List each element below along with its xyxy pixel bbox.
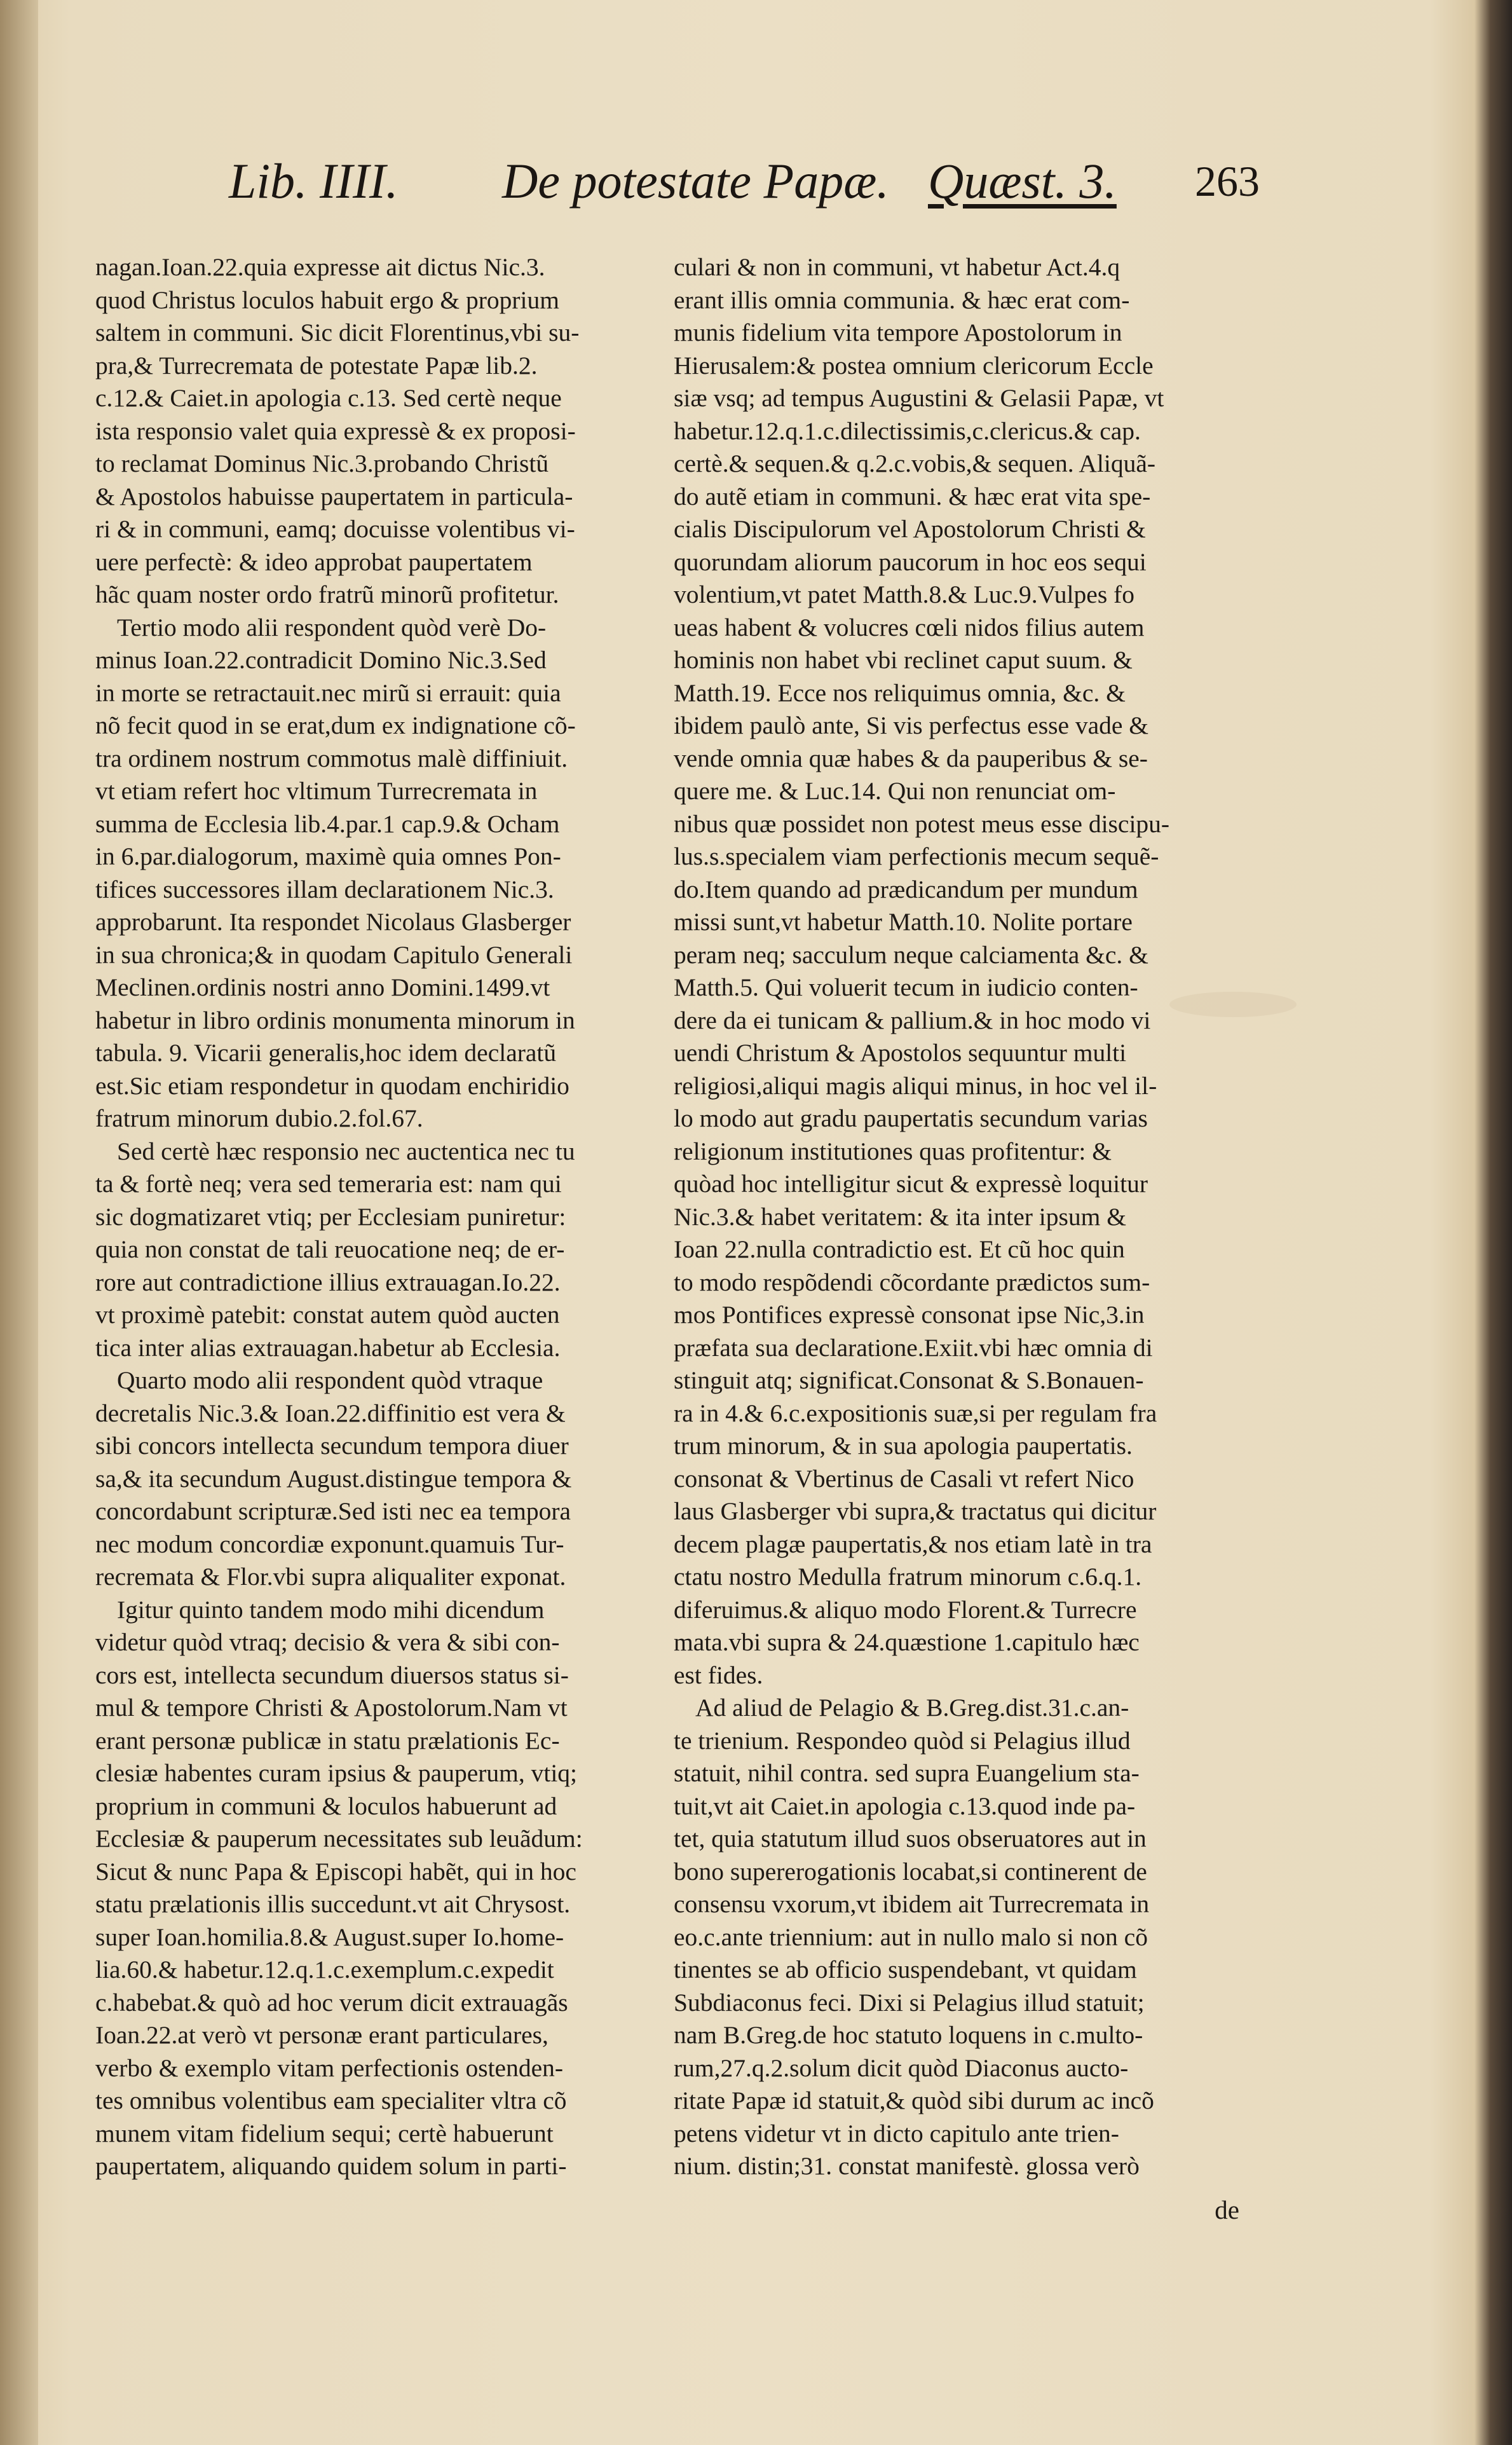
text-line: Matth.5. Qui voluerit tecum in iudicio conten- [674,973,1138,1001]
text-line: tabula. 9. Vicarii generalis,hoc idem declaratũ [95,1039,557,1067]
text-line: religionum institutiones quas profitentur: & [674,1137,1112,1165]
text-line: munem vitam fidelium sequi; certè habuerunt [95,2119,554,2147]
text-line: Sicut & nunc Papa & Episcopi habẽt, qui in hoc [95,1857,576,1886]
text-line: recremata & Flor.vbi supra aliqualiter exponat. [95,1563,566,1591]
text-line: habetur in libro ordinis monumenta minorum in [95,1006,575,1034]
text-line: siæ vsq; ad tempus Augustini & Gelasii Papæ, vt [674,384,1164,412]
text-line: Ad aliud de Pelagio & B.Greg.dist.31.c.an- [695,1694,1129,1722]
text-line: cialis Discipulorum vel Apostolorum Christi & [674,515,1146,543]
text-line: ibidem paulò ante, Si vis perfectus esse vade & [674,711,1149,739]
text-line: tuit,vt ait Caiet.in apologia c.13.quod inde pa- [674,1791,1136,1820]
text-line: nec modum concordiæ exponunt.quamuis Tur- [95,1530,564,1558]
text-line: cors est, intellecta secundum diuersos status si- [95,1661,569,1689]
text-line: c.habebat.& quò ad hoc verum dicit extrauagãs [95,1988,568,2017]
text-line: c.12.& Caiet.in apologia c.13. Sed certè neque [95,384,562,412]
text-line: culari & non in communi, vt habetur Act.4.q [674,253,1120,281]
text-line: verbo & exemplo vitam perfectionis ostenden- [95,2053,564,2082]
text-line: eo.c.ante triennium: aut in nullo malo si non cõ [674,1922,1148,1951]
text-line: erant illis omnia communia. & hæc erat com- [674,285,1130,314]
text-line: laus Glasberger vbi supra,& tractatus qui dicitur [674,1497,1157,1525]
text-line: ri & in communi, eamq; docuisse volentibus vi- [95,515,575,543]
text-line: Sed certè hæc responsio nec auctentica nec tu [117,1137,575,1165]
text-line: est fides. [674,1661,763,1689]
text-line: tinentes se ab officio suspendebant, vt quidam [674,1955,1137,1983]
text-line: ritate Papæ id statuit,& quòd sibi durum ac incõ [674,2086,1154,2114]
text-line: minus Ioan.22.contradicit Domino Nic.3.Sed [95,646,547,674]
text-line: volentium,vt patet Matth.8.& Luc.9.Vulpes fo [674,580,1134,608]
text-line: ra in 4.& 6.c.expositionis suæ,si per regulam fra [674,1399,1157,1427]
text-line: tica inter alias extrauagan.habetur ab Ecclesia. [95,1333,561,1362]
text-line: petens videtur vt in dicto capitulo ante trien- [674,2119,1119,2147]
catchword: de [1215,2195,1239,2224]
text-line: vt etiam refert hoc vltimum Turrecremata in [95,777,538,805]
text-line: sibi concors intellecta secundum tempora diuer [95,1432,569,1460]
text-line: Subdiaconus feci. Dixi si Pelagius illud statuit; [674,1988,1145,2017]
text-line: peram neq; sacculum neque calciamenta &c. & [674,940,1148,969]
right-text-column [674,251,1214,2183]
text-line: præfata sua declaratione.Exiit.vbi hæc omnia di [674,1333,1153,1362]
text-line: stinguit atq; significat.Consonat & S.Bonauen- [674,1366,1144,1394]
text-line: est.Sic etiam respondetur in quodam enchiridio [95,1071,569,1100]
text-line: nam B.Greg.de hoc statuto loquens in c.multo- [674,2021,1143,2049]
text-line: nibus quæ possidet non potest meus esse discipu- [674,809,1170,838]
header-book: Lib. IIII. [229,153,398,209]
text-line: Tertio modo alii respondent quòd verè Do- [117,613,547,641]
text-line: decem plagæ paupertatis,& nos etiam latè in tra [674,1530,1152,1558]
text-line: Ioan 22.nulla contradictio est. Et cũ hoc quin [674,1235,1125,1263]
text-line: vt proximè patebit: constat autem quòd aucten [95,1301,560,1329]
text-line: ista responsio valet quia expressè & ex proposi- [95,416,576,445]
text-line: ta & fortè neq; vera sed temeraria est: nam qui [95,1170,562,1198]
text-line: dere da ei tunicam & pallium.& in hoc modo vi [674,1006,1151,1034]
running-header [229,153,1284,229]
text-line: in morte se retractauit.nec mirũ si errauit: quia [95,678,561,707]
text-line: quia non constat de tali reuocatione neq; de er- [95,1235,565,1263]
text-line: tra ordinem nostrum commotus malè diffiniuit. [95,744,568,772]
text-line: Hierusalem:& postea omnium clericorum Eccle [674,351,1154,380]
text-line: munis fidelium vita tempore Apostolorum in [674,318,1122,346]
text-line: in 6.par.dialogorum, maximè quia omnes Pon- [95,842,561,870]
text-line: religiosi,aliqui magis aliqui minus, in hoc vel il- [674,1071,1157,1100]
text-line: uendi Christum & Apostolos sequuntur multi [674,1039,1127,1067]
text-line: proprium in communi & loculos habuerunt ad [95,1791,557,1820]
text-line: certè.& sequen.& q.2.c.vobis,& sequen. Aliquã- [674,449,1156,477]
text-line: habetur.12.q.1.c.dilectissimis,c.clericus.& cap. [674,416,1141,445]
text-line: rum,27.q.2.solum dicit quòd Diaconus aucto- [674,2053,1129,2082]
text-line: mul & tempore Christi & Apostolorum.Nam vt [95,1694,568,1722]
text-line: approbarunt. Ita respondet Nicolaus Glasberger [95,908,571,936]
text-line: lo modo aut gradu paupertatis secundum varias [674,1104,1148,1132]
text-line: quorundam aliorum paucorum in hoc eos sequi [674,547,1147,576]
text-line: vende omnia quæ habes & da pauperibus & se- [674,744,1148,772]
text-line: te trienium. Respondeo quòd si Pelagius illud [674,1726,1131,1755]
text-line: sic dogmatizaret vtiq; per Ecclesiam puniretur: [95,1202,566,1231]
text-line: do autẽ etiam in communi. & hæc erat vita spe- [674,482,1151,510]
text-line: & Apostolos habuisse paupertatem in particula- [95,482,573,510]
text-line: nõ fecit quod in se erat,dum ex indignatione cõ- [95,711,576,739]
text-line: saltem in communi. Sic dicit Florentinus,vbi su- [95,318,580,346]
text-line: quod Christus loculos habuit ergo & proprium [95,285,559,314]
text-line: Quarto modo alii respondent quòd vtraque [117,1366,543,1394]
text-line: hominis non habet vbi reclinet caput suum. & [674,646,1133,674]
text-line: decretalis Nic.3.& Ioan.22.diffinitio est vera & [95,1399,566,1427]
text-line: lia.60.& habetur.12.q.1.c.exemplum.c.expedit [95,1955,554,1983]
text-line: videtur quòd vtraq; decisio & vera & sibi con- [95,1628,560,1656]
text-line: diferuimus.& aliquo modo Florent.& Turrecre [674,1595,1137,1624]
text-line: uere perfectè: & ideo approbat paupertatem [95,547,533,576]
text-line: clesiæ habentes curam ipsius & pauperum, vtiq; [95,1759,578,1787]
text-line: to reclamat Dominus Nic.3.probando Christũ [95,449,549,477]
text-line: Meclinen.ordinis nostri anno Domini.1499.vt [95,973,550,1001]
text-line: consensu vxorum,vt ibidem ait Turrecremata in [674,1890,1150,1918]
page-number: 263 [1195,157,1260,205]
text-line: statu prælationis illis succedunt.vt ait Chrysost. [95,1890,571,1918]
text-line: do.Item quando ad prædicandum per mundum [674,875,1138,903]
text-line: tet, quia statutum illud suos obseruatores aut in [674,1825,1147,1853]
text-line: mos Pontifices expressè consonat ipse Nic,3.in [674,1301,1145,1329]
text-line: ctatu nostro Medulla fratrum minorum c.6.q.1. [674,1563,1142,1591]
left-text-column [95,251,636,2183]
text-line: summa de Ecclesia lib.4.par.1 cap.9.& Ocham [95,809,560,838]
text-line: fratrum minorum dubio.2.fol.67. [95,1104,423,1132]
text-line: quere me. & Luc.14. Qui non renunciat om- [674,777,1116,805]
text-line: sa,& ita secundum August.distingue tempora & [95,1464,572,1493]
text-line: Ioan.22.at verò vt personæ erant particulares, [95,2021,548,2049]
text-line: missi sunt,vt habetur Matth.10. Nolite portare [674,908,1133,936]
text-line: quòad hoc intelligitur sicut & expressè loquitur [674,1170,1148,1198]
text-line: lus.s.specialem viam perfectionis mecum sequẽ- [674,842,1159,870]
text-line: rore aut contradictione illius extrauagan.Io.22. [95,1268,561,1296]
text-line: erant personæ publicæ in statu prælationis Ec- [95,1726,560,1755]
text-line: concordabunt scripturæ.Sed isti nec ea tempora [95,1497,571,1525]
text-line: mata.vbi supra & 24.quæstione 1.capitulo hæc [674,1628,1140,1656]
text-line: trum minorum, & in sua apologia paupertatis. [674,1432,1133,1460]
text-line: ueas habent & volucres cœli nidos filius autem [674,613,1145,641]
text-line: bono supererogationis locabat,si continerent de [674,1857,1147,1886]
text-line: statuit, nihil contra. sed supra Euangelium sta- [674,1759,1140,1787]
text-line: tes omnibus volentibus eam specialiter vltra cõ [95,2086,567,2114]
text-line: to modo respõdendi cõcordante prædictos sum- [674,1268,1150,1296]
text-line: Igitur quinto tandem modo mihi dicendum [117,1595,545,1624]
text-line: pra,& Turrecremata de potestate Papæ lib.2. [95,351,538,380]
text-line: consonat & Vbertinus de Casali vt refert Nico [674,1464,1134,1493]
text-line: in sua chronica;& in quodam Capitulo Generali [95,940,573,969]
text-line: tifices successores illam declarationem Nic.3. [95,875,554,903]
text-line: Matth.19. Ecce nos reliquimus omnia, &c. & [674,678,1126,707]
text-line: nium. distin;31. constat manifestè. glossa verò [674,2152,1140,2180]
header-title: De potestate Papæ. [502,153,889,209]
text-line: Nic.3.& habet veritatem: & ita inter ipsum & [674,1202,1126,1231]
header-quaestio: Quæst. 3. [928,153,1117,209]
text-line: Ecclesiæ & pauperum necessitates sub leuãdum: [95,1825,583,1853]
text-line: paupertatem, aliquando quidem solum in parti- [95,2152,567,2180]
page-gutter [0,0,38,2445]
text-line: nagan.Ioan.22.quia expresse ait dictus Nic.3. [95,253,545,281]
text-line: hãc quam noster ordo fratrũ minorũ profitetur. [95,580,559,608]
text-line: super Ioan.homilia.8.& August.super Io.home- [95,1922,564,1951]
